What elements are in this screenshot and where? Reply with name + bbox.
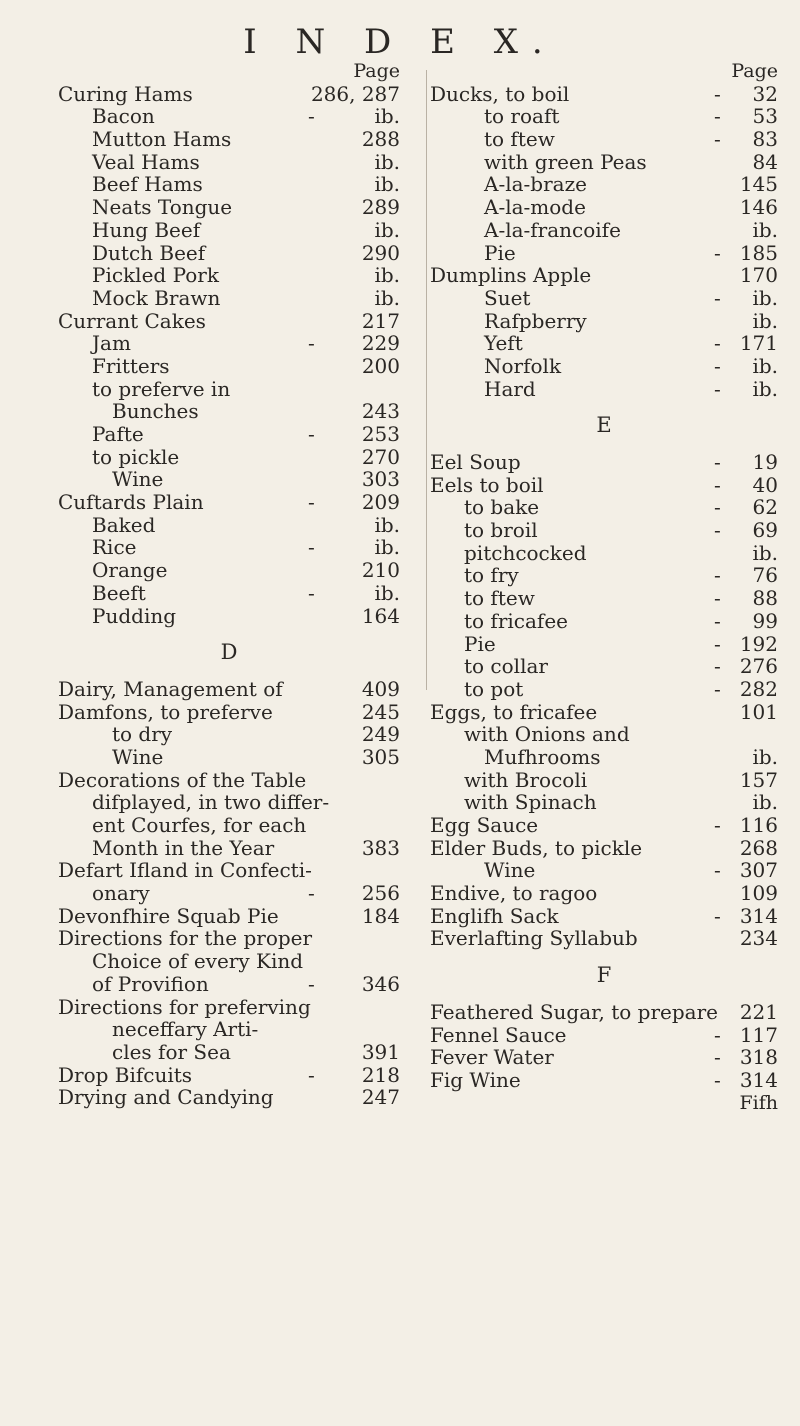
index-entry bbox=[430, 633, 778, 656]
entry-text: to ftew bbox=[484, 127, 555, 152]
index-entry bbox=[58, 105, 400, 128]
entry-text: Mutton Hams bbox=[92, 127, 232, 152]
entry-dash: - bbox=[714, 858, 721, 883]
index-entry bbox=[430, 610, 778, 633]
entry-text: to roaft bbox=[484, 104, 560, 129]
page-number: 209 bbox=[361, 490, 400, 515]
entry-dash: - bbox=[308, 1062, 315, 1087]
entry-dash: - bbox=[714, 472, 721, 497]
index-entry bbox=[58, 242, 400, 265]
index-entry bbox=[58, 446, 400, 469]
entry-text: with Brocoli bbox=[464, 767, 588, 792]
index-entry bbox=[430, 378, 778, 401]
entry-text: Bunches bbox=[112, 399, 199, 424]
entry-text: Englifh Sack bbox=[430, 903, 559, 928]
index-entry bbox=[58, 423, 400, 446]
entry-text: Everlafting Syllabub bbox=[430, 926, 638, 951]
entry-text: Pie bbox=[484, 240, 516, 265]
page-number: 286, 287 bbox=[310, 81, 400, 106]
entry-text: Rafpberry bbox=[484, 308, 587, 333]
entry-dash: - bbox=[308, 490, 315, 515]
entry-dash: - bbox=[714, 563, 721, 588]
entry-dash: - bbox=[714, 903, 721, 928]
page-number: 88 bbox=[752, 586, 778, 611]
spacer bbox=[58, 627, 400, 641]
index-entry bbox=[58, 927, 400, 950]
page-number: ib. bbox=[752, 790, 778, 815]
entry-dash: - bbox=[308, 881, 315, 906]
entry-text: with green Peas bbox=[484, 149, 647, 174]
index-entry bbox=[430, 655, 778, 678]
entry-text: Wine bbox=[112, 467, 164, 492]
spacer bbox=[430, 400, 778, 414]
entry-text: Hung Beef bbox=[92, 217, 201, 242]
entry-text: Yeft bbox=[484, 331, 523, 356]
index-entry bbox=[58, 746, 400, 769]
index-entry bbox=[430, 882, 778, 905]
index-entry bbox=[58, 310, 400, 333]
entry-text: Feathered Sugar, to prepare bbox=[430, 999, 718, 1024]
page-number: 192 bbox=[739, 631, 778, 656]
page-number: 270 bbox=[361, 444, 400, 469]
page-number: ib. bbox=[374, 535, 400, 560]
index-column-right bbox=[430, 60, 778, 1114]
entry-dash: - bbox=[714, 450, 721, 474]
page-number: 234 bbox=[739, 926, 778, 951]
index-entry bbox=[430, 264, 778, 287]
page-number: 282 bbox=[739, 676, 778, 701]
entry-text: Dutch Beef bbox=[92, 240, 206, 265]
entry-text: A-la-mode bbox=[484, 195, 586, 220]
entry-text: Curing Hams bbox=[58, 81, 193, 106]
entry-dash: - bbox=[714, 586, 721, 611]
entry-text: Wine bbox=[112, 744, 164, 769]
entry-text: neceffary Arti- bbox=[112, 1017, 259, 1042]
page-number: 62 bbox=[752, 495, 778, 520]
page-number: 84 bbox=[752, 149, 778, 174]
page-number: Page bbox=[353, 60, 400, 82]
index-entry bbox=[430, 859, 778, 882]
entry-text: Damfons, to preferve bbox=[58, 699, 273, 724]
entry-dash: - bbox=[308, 422, 315, 446]
index-entry bbox=[58, 882, 400, 905]
page-number: 221 bbox=[739, 999, 778, 1024]
index-entry bbox=[58, 355, 400, 378]
entry-text: Decorations of the Table bbox=[58, 767, 307, 792]
index-entry bbox=[58, 173, 400, 196]
entry-dash: - bbox=[714, 813, 721, 837]
index-entry bbox=[58, 996, 400, 1019]
index-entry bbox=[430, 814, 778, 837]
index-entry bbox=[430, 1001, 778, 1024]
entry-dash: - bbox=[714, 1022, 721, 1047]
entry-text: A-la-francoife bbox=[484, 217, 621, 242]
entry-text: onary bbox=[92, 881, 150, 906]
section-letter-heading bbox=[430, 414, 778, 437]
entry-dash: - bbox=[714, 353, 721, 378]
index-entry bbox=[58, 1041, 400, 1064]
index-entry bbox=[430, 542, 778, 565]
page-column-heading bbox=[430, 60, 778, 83]
entry-dash: - bbox=[308, 104, 315, 129]
index-entry bbox=[58, 605, 400, 628]
entry-text: difplayed, in two differ- bbox=[92, 790, 330, 815]
index-entry bbox=[58, 859, 400, 882]
heading-letter: D bbox=[220, 640, 238, 665]
entry-text: pitchcocked bbox=[464, 540, 587, 565]
entry-text: Mock Brawn bbox=[92, 285, 221, 310]
entry-text: Pickled Pork bbox=[92, 263, 219, 288]
page-number: 185 bbox=[739, 240, 778, 265]
entry-dash: - bbox=[714, 1067, 721, 1092]
index-entry bbox=[430, 332, 778, 355]
entry-text: to broil bbox=[464, 518, 538, 543]
entry-text: Mufhrooms bbox=[484, 744, 601, 769]
index-entry bbox=[58, 287, 400, 310]
index-entry bbox=[58, 83, 400, 106]
page-number: 229 bbox=[361, 331, 400, 356]
entry-text: Bacon bbox=[92, 104, 155, 129]
index-entry bbox=[430, 242, 778, 265]
page-number: ib. bbox=[752, 285, 778, 310]
index-entry bbox=[430, 128, 778, 151]
entry-text: Elder Buds, to pickle bbox=[430, 835, 643, 860]
entry-text: to fry bbox=[464, 563, 519, 588]
page-number: 69 bbox=[752, 518, 778, 543]
page-number: 83 bbox=[752, 127, 778, 152]
entry-dash: - bbox=[714, 654, 721, 679]
index-entry bbox=[430, 219, 778, 242]
index-entry bbox=[430, 474, 778, 497]
index-entry bbox=[430, 678, 778, 701]
page-number: ib. bbox=[374, 580, 400, 605]
index-entry bbox=[430, 1046, 778, 1069]
index-entry bbox=[430, 451, 778, 474]
entry-text: Ducks, to boil bbox=[430, 81, 570, 106]
page-number: 101 bbox=[739, 699, 778, 724]
entry-text: with Spinach bbox=[464, 790, 597, 815]
index-entry bbox=[58, 769, 400, 792]
page-title: I N D E X. bbox=[243, 22, 557, 62]
spacer bbox=[430, 987, 778, 1001]
index-entry bbox=[430, 355, 778, 378]
entry-text: Month in the Year bbox=[92, 835, 275, 860]
entry-text: Neats Tongue bbox=[92, 195, 233, 220]
page-number: 253 bbox=[361, 422, 400, 446]
index-entry bbox=[430, 196, 778, 219]
index-entry bbox=[58, 701, 400, 724]
page-number: 53 bbox=[752, 104, 778, 129]
page-number: ib. bbox=[752, 217, 778, 242]
index-entry bbox=[430, 1069, 778, 1092]
page-number: 76 bbox=[752, 563, 778, 588]
page-number: 268 bbox=[739, 835, 778, 860]
entry-text: Orange bbox=[92, 558, 168, 583]
entry-text: to collar bbox=[464, 654, 548, 679]
index-entry bbox=[58, 1086, 400, 1109]
index-entry bbox=[58, 814, 400, 837]
page-number: ib. bbox=[374, 217, 400, 242]
entry-text: to fricafee bbox=[464, 608, 568, 633]
index-entry bbox=[430, 746, 778, 769]
entry-dash: - bbox=[308, 331, 315, 356]
index-entry bbox=[430, 310, 778, 333]
page-number: 210 bbox=[361, 558, 400, 583]
index-entry bbox=[430, 723, 778, 746]
index-entry bbox=[58, 219, 400, 242]
entry-text: Defart Ifland in Confecti- bbox=[58, 858, 312, 883]
page-number: 116 bbox=[739, 813, 778, 837]
entry-text: Dumplins Apple bbox=[430, 263, 592, 288]
page-number: 290 bbox=[361, 240, 400, 265]
page-number: 40 bbox=[752, 472, 778, 497]
spacer bbox=[430, 950, 778, 964]
index-entry bbox=[430, 564, 778, 587]
entry-text: Drop Bifcuits bbox=[58, 1062, 193, 1087]
entry-text: to bake bbox=[464, 495, 540, 520]
page-number: 170 bbox=[739, 263, 778, 288]
entry-text: Jam bbox=[92, 331, 131, 356]
index-entry bbox=[430, 1024, 778, 1047]
page-number: 32 bbox=[752, 81, 778, 106]
page-number: 243 bbox=[361, 399, 400, 424]
page-number: ib. bbox=[752, 308, 778, 333]
spacer bbox=[430, 437, 778, 451]
entry-text: Wine bbox=[484, 858, 536, 883]
index-entry bbox=[430, 791, 778, 814]
index-entry bbox=[58, 128, 400, 151]
index-entry bbox=[58, 1064, 400, 1087]
page-number: 318 bbox=[739, 1045, 778, 1070]
entry-text: Fennel Sauce bbox=[430, 1022, 567, 1047]
entry-text: Fritters bbox=[92, 353, 170, 378]
entry-text: Norfolk bbox=[484, 353, 562, 378]
page-number: ib. bbox=[374, 172, 400, 197]
index-entry bbox=[430, 587, 778, 610]
index-entry bbox=[58, 973, 400, 996]
page-number: ib. bbox=[752, 744, 778, 769]
spacer bbox=[58, 664, 400, 678]
entry-text: Fever Water bbox=[430, 1045, 554, 1070]
index-entry bbox=[58, 791, 400, 814]
entry-text: Baked bbox=[92, 512, 156, 537]
index-entry bbox=[430, 173, 778, 196]
entry-text: to preferve in bbox=[92, 376, 231, 401]
index-entry bbox=[58, 400, 400, 423]
entry-text: to ftew bbox=[464, 586, 535, 611]
entry-text: Fig Wine bbox=[430, 1067, 521, 1092]
entry-text: to pot bbox=[464, 676, 524, 701]
page-number: 391 bbox=[361, 1039, 400, 1064]
entry-text: Cuftards Plain bbox=[58, 490, 204, 515]
entry-text: Beef Hams bbox=[92, 172, 203, 197]
entry-text: Egg Sauce bbox=[430, 813, 539, 837]
entry-text: Eggs, to fricafee bbox=[430, 699, 598, 724]
entry-text: Eel Soup bbox=[430, 450, 521, 474]
page-number: ib. bbox=[374, 149, 400, 174]
page-number: 256 bbox=[361, 881, 400, 906]
entry-text: Pafte bbox=[92, 422, 144, 446]
entry-text: to pickle bbox=[92, 444, 180, 469]
page-number: ib. bbox=[374, 285, 400, 310]
entry-text: Drying and Candying bbox=[58, 1085, 274, 1110]
page-number: 305 bbox=[361, 744, 400, 769]
entry-text: Directions for the proper bbox=[58, 926, 313, 951]
index-entry bbox=[430, 496, 778, 519]
page-number: 171 bbox=[739, 331, 778, 356]
entry-text: Endive, to ragoo bbox=[430, 881, 598, 906]
entry-text: ent Courfes, for each bbox=[92, 813, 307, 837]
page-number: 218 bbox=[361, 1062, 400, 1087]
page-number: 409 bbox=[361, 676, 400, 701]
entry-text: Eels to boil bbox=[430, 472, 544, 497]
entry-dash: - bbox=[714, 608, 721, 633]
index-entry bbox=[58, 536, 400, 559]
index-entry bbox=[58, 723, 400, 746]
page-number: 288 bbox=[361, 127, 400, 152]
page-number: ib. bbox=[752, 353, 778, 378]
entry-dash: - bbox=[714, 676, 721, 701]
page-number: ib. bbox=[752, 376, 778, 401]
index-entry bbox=[58, 378, 400, 401]
page-number: 145 bbox=[739, 172, 778, 197]
index-entry bbox=[58, 837, 400, 860]
entry-text: of Provifion bbox=[92, 971, 209, 996]
index-entry bbox=[430, 927, 778, 950]
heading-letter: F bbox=[596, 963, 612, 988]
index-entry bbox=[430, 105, 778, 128]
entry-dash: - bbox=[714, 495, 721, 520]
entry-text: Hard bbox=[484, 376, 536, 401]
index-entry bbox=[58, 196, 400, 219]
page-number: 217 bbox=[361, 308, 400, 333]
page-number: 245 bbox=[361, 699, 400, 724]
index-entry bbox=[58, 264, 400, 287]
page-column-heading bbox=[58, 60, 400, 83]
page-number: 146 bbox=[739, 195, 778, 220]
page-number: 200 bbox=[361, 353, 400, 378]
entry-text: Suet bbox=[484, 285, 531, 310]
index-entry bbox=[58, 582, 400, 605]
entry-dash: - bbox=[308, 971, 315, 996]
index-entry bbox=[430, 287, 778, 310]
index-entry bbox=[430, 769, 778, 792]
entry-text: A-la-braze bbox=[484, 172, 587, 197]
page-number: 109 bbox=[739, 881, 778, 906]
page-number: 184 bbox=[361, 903, 400, 928]
entry-dash: - bbox=[714, 331, 721, 356]
entry-text: Veal Hams bbox=[92, 149, 200, 174]
section-letter-heading bbox=[430, 964, 778, 987]
page-number: 346 bbox=[361, 971, 400, 996]
catchword bbox=[430, 1092, 778, 1115]
page-number: 117 bbox=[739, 1022, 778, 1047]
page-number: ib. bbox=[374, 104, 400, 129]
page-number: 314 bbox=[739, 903, 778, 928]
page-number: ib. bbox=[374, 512, 400, 537]
index-entry bbox=[58, 950, 400, 973]
page-number: 303 bbox=[361, 467, 400, 492]
entry-dash: - bbox=[714, 285, 721, 310]
entry-dash: - bbox=[714, 127, 721, 152]
entry-text: Pudding bbox=[92, 603, 177, 628]
entry-text: Rice bbox=[92, 535, 137, 560]
entry-text: cles for Sea bbox=[112, 1039, 231, 1064]
index-entry bbox=[430, 905, 778, 928]
page-number: 314 bbox=[739, 1067, 778, 1092]
entry-text: Beeft bbox=[92, 580, 146, 605]
index-entry bbox=[430, 837, 778, 860]
page-number: 19 bbox=[752, 450, 778, 474]
entry-text: Choice of every Kind bbox=[92, 949, 304, 974]
page-number: ib. bbox=[374, 263, 400, 288]
section-letter-heading bbox=[58, 641, 400, 664]
entry-dash: - bbox=[714, 81, 721, 106]
entry-dash: - bbox=[714, 631, 721, 656]
page-number: 157 bbox=[739, 767, 778, 792]
entry-text: Pie bbox=[464, 631, 496, 656]
page-number: 164 bbox=[361, 603, 400, 628]
index-entry bbox=[58, 491, 400, 514]
page-number: ib. bbox=[752, 540, 778, 565]
entry-text: Directions for preferving bbox=[58, 994, 311, 1019]
index-entry bbox=[58, 468, 400, 491]
index-entry bbox=[430, 519, 778, 542]
entry-text: with Onions and bbox=[464, 722, 630, 747]
index-entry bbox=[430, 701, 778, 724]
entry-dash: - bbox=[714, 1045, 721, 1070]
entry-dash: - bbox=[714, 518, 721, 543]
page-number: 247 bbox=[361, 1085, 400, 1110]
entry-dash: - bbox=[714, 376, 721, 401]
entry-text: Currant Cakes bbox=[58, 308, 206, 333]
index-entry bbox=[58, 514, 400, 537]
page-number: Page bbox=[731, 60, 778, 82]
heading-letter: E bbox=[596, 413, 612, 438]
index-entry bbox=[58, 332, 400, 355]
page-number: 383 bbox=[361, 835, 400, 860]
column-divider bbox=[426, 70, 427, 690]
page-number: 276 bbox=[739, 654, 778, 679]
entry-dash: - bbox=[308, 580, 315, 605]
page-number: 249 bbox=[361, 722, 400, 747]
index-entry bbox=[58, 1018, 400, 1041]
page-number: 307 bbox=[739, 858, 778, 883]
index-entry bbox=[58, 559, 400, 582]
index-entry bbox=[430, 151, 778, 174]
entry-dash: - bbox=[714, 104, 721, 129]
entry-dash: - bbox=[308, 535, 315, 560]
page-number: Fifh bbox=[739, 1091, 778, 1114]
index-entry bbox=[58, 678, 400, 701]
entry-text: Devonfhire Squab Pie bbox=[58, 903, 279, 928]
page-number: 99 bbox=[752, 608, 778, 633]
entry-text: Dairy, Management of bbox=[58, 676, 283, 701]
page-number: 289 bbox=[361, 195, 400, 220]
index-entry bbox=[58, 151, 400, 174]
entry-text: to dry bbox=[112, 722, 173, 747]
index-entry bbox=[58, 905, 400, 928]
index-column-left bbox=[58, 60, 400, 1109]
index-entry bbox=[430, 83, 778, 106]
entry-dash: - bbox=[714, 240, 721, 265]
